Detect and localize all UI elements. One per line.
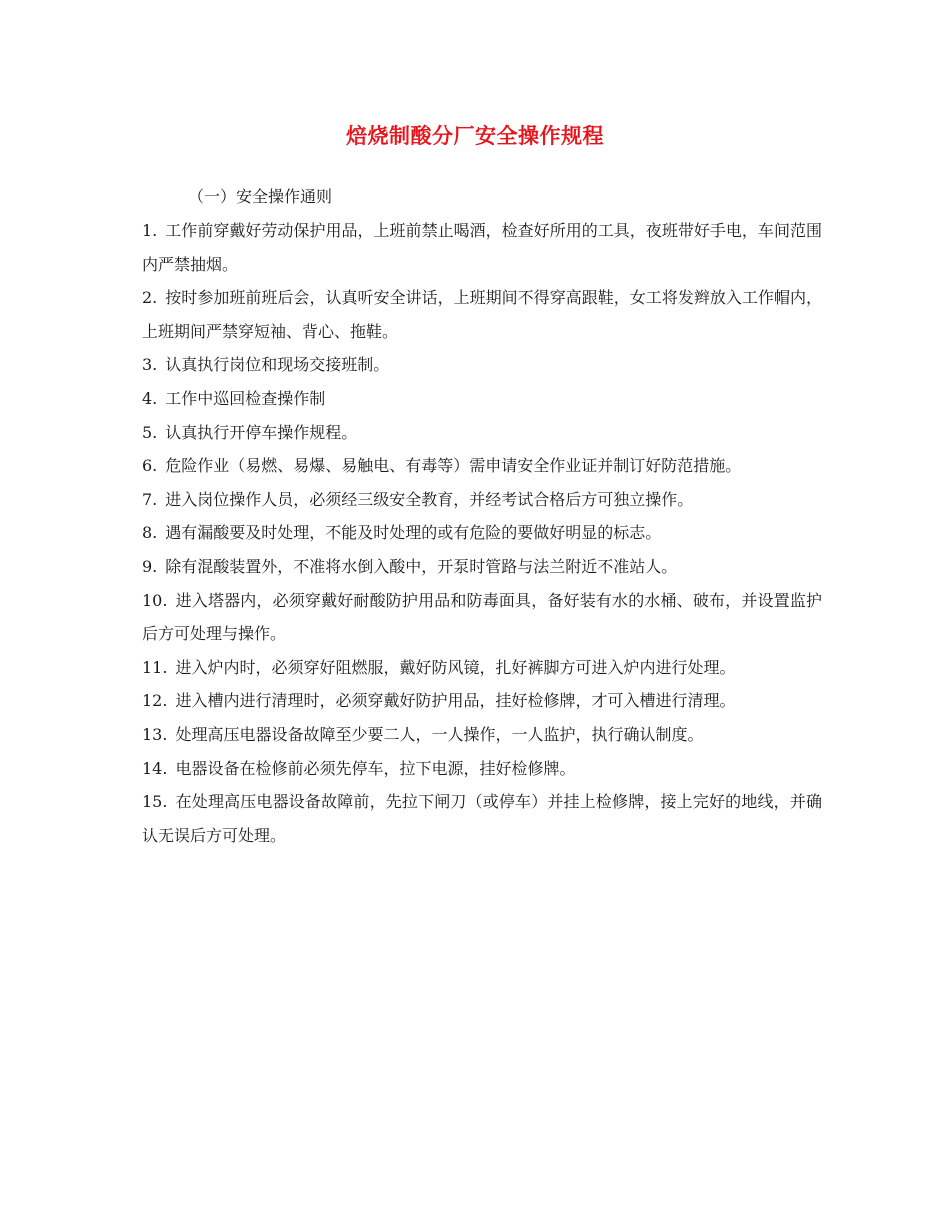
- rule-item-14: [142, 752, 822, 786]
- rule-number: 11.: [142, 657, 168, 677]
- rule-text: 电器设备在检修前必须先停车，拉下电源，挂好检修牌。: [175, 758, 576, 778]
- rule-item-15: [142, 785, 822, 852]
- rules-list: [142, 214, 822, 852]
- rule-number: 7.: [142, 489, 158, 509]
- rule-item-2: [142, 281, 822, 348]
- rule-text: 危险作业（易燃、易爆、易触电、有毒等）需申请安全作业证并制订好防范措施。: [165, 456, 742, 476]
- rule-number: 6.: [142, 456, 158, 476]
- rule-number: 4.: [142, 388, 158, 408]
- rule-text: 工作中巡回检查操作制: [165, 388, 326, 408]
- rule-item-5: [142, 416, 822, 450]
- rule-number: 8.: [142, 523, 158, 543]
- rule-number: 3.: [142, 355, 158, 375]
- rule-item-13: [142, 718, 822, 752]
- document-title: 焙烧制酸分厂安全操作规程: [346, 123, 604, 148]
- rule-text: 在处理高压电器设备故障前，先拉下闸刀（或停车）并挂上检修牌，接上完好的地线，并确认无误后方可处理。: [142, 792, 822, 845]
- rule-item-10: [142, 584, 822, 651]
- rule-item-6: [142, 449, 822, 483]
- rule-number: 2.: [142, 288, 158, 308]
- rule-text: 按时参加班前班后会，认真听安全讲话，上班期间不得穿高跟鞋，女工将发辫放入工作帽内，上班期间严禁穿短袖、背心、拖鞋。: [142, 288, 822, 341]
- rule-number: 9.: [142, 556, 158, 576]
- rule-number: 13.: [142, 724, 168, 744]
- rule-item-11: [142, 651, 822, 685]
- rule-number: 5.: [142, 422, 158, 442]
- rule-text: 认真执行开停车操作规程。: [165, 422, 358, 442]
- rule-item-9: [142, 550, 822, 584]
- rule-item-7: [142, 483, 822, 517]
- rule-item-8: [142, 516, 822, 550]
- rule-text: 处理高压电器设备故障至少要二人，一人操作，一人监护，执行确认制度。: [175, 724, 704, 744]
- rule-text: 进入塔器内，必须穿戴好耐酸防护用品和防毒面具，备好装有水的水桶、破布，并设置监护后方可处理与操作。: [142, 590, 822, 644]
- rule-number: 14.: [142, 758, 168, 778]
- rule-item-4: [142, 382, 822, 416]
- section-heading: （一）安全操作通则: [188, 187, 333, 206]
- rule-text: 进入炉内时，必须穿好阻燃服，戴好防风镜，扎好裤脚方可进入炉内进行处理。: [175, 657, 736, 677]
- rule-item-3: [142, 348, 822, 382]
- rule-number: 15.: [142, 792, 168, 812]
- rule-text: 认真执行岗位和现场交接班制。: [165, 355, 390, 375]
- rule-number: 1.: [142, 221, 158, 240]
- rule-text: 遇有漏酸要及时处理，不能及时处理的或有危险的要做好明显的标志。: [165, 523, 662, 543]
- rule-number: 10.: [142, 590, 168, 610]
- rule-text: 进入槽内进行清理时，必须穿戴好防护用品，挂好检修牌，才可入槽进行清理。: [175, 691, 736, 711]
- rule-item-1: [142, 214, 822, 281]
- rule-item-12: [142, 684, 822, 718]
- rule-text: 进入岗位操作人员，必须经三级安全教育，并经考试合格后方可独立操作。: [165, 489, 694, 509]
- rule-text: 除有混酸装置外，不准将水倒入酸中，开泵时管路与法兰附近不准站人。: [165, 556, 678, 576]
- rule-number: 12.: [142, 691, 168, 711]
- rule-text: 工作前穿戴好劳动保护用品，上班前禁止喝酒，检查好所用的工具，夜班带好手电，车间范围内严禁抽烟。: [142, 221, 822, 274]
